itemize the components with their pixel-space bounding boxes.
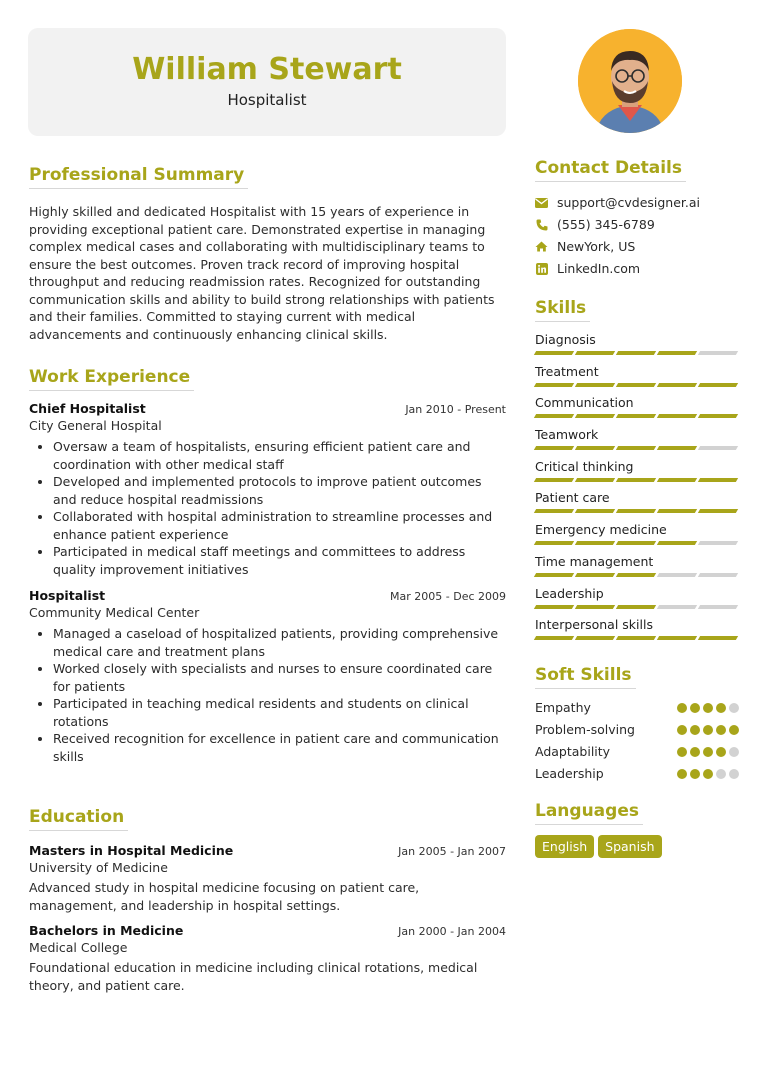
skill-level-segment <box>616 414 656 418</box>
summary-heading: Professional Summary <box>29 165 248 189</box>
skill-level-segment <box>616 351 656 355</box>
rating-dot <box>729 769 739 779</box>
skill-level-segment <box>616 446 656 450</box>
education-entry <box>29 843 506 914</box>
job-bullet: • Participated in teaching medical residents and students on clinical rotations <box>53 695 506 730</box>
education-school: University of Medicine <box>29 860 168 875</box>
rating-dot <box>677 703 687 713</box>
skill-level-segment <box>698 351 738 355</box>
skill-label: Interpersonal skills <box>535 617 653 633</box>
skill-level-segment <box>657 509 697 513</box>
soft-skill-label: Leadership <box>535 766 604 782</box>
home-icon <box>535 240 548 253</box>
job-bullet: • Received recognition for excellence in patient care and communication skills <box>53 730 506 765</box>
job-date: Mar 2005 - Dec 2009 <box>390 590 506 603</box>
soft-skill-label: Problem-solving <box>535 722 635 738</box>
job-bullets <box>53 625 506 765</box>
job-bullet: • Managed a caseload of hospitalized patients, providing comprehensive medical care and treatment plans <box>53 625 506 660</box>
skill-level-segment <box>575 351 615 355</box>
skill-item <box>535 586 739 618</box>
skill-item <box>535 332 739 364</box>
skill-level-segment <box>657 351 697 355</box>
skill-label: Communication <box>535 395 634 411</box>
skill-level-bar <box>535 509 739 513</box>
skill-level-bar <box>535 636 739 640</box>
education-date: Jan 2005 - Jan 2007 <box>398 845 506 858</box>
rating-dot <box>703 703 713 713</box>
soft-skill-rating <box>677 769 739 779</box>
skill-level-segment <box>575 573 615 577</box>
skill-level-segment <box>698 573 738 577</box>
skill-level-segment <box>575 383 615 387</box>
job-entry <box>29 401 506 578</box>
education-degree: Masters in Hospital Medicine <box>29 843 234 858</box>
skill-level-bar <box>535 351 739 355</box>
skill-label: Diagnosis <box>535 332 596 347</box>
skill-level-segment <box>616 478 656 482</box>
skill-label: Emergency medicine <box>535 522 667 538</box>
summary-text: Highly skilled and dedicated Hospitalist with 15 years of experience in providing exceptional patient care. Demonstrated expertise in managing complex medical cases and collaborating with multidisciplinary teams to ensure the best outcomes. Proven track record of improving hospital throughput and reducing readmission rates. Recognized for outstanding communication skills and ability to build strong relationships with patients and their families. Committed to staying current with medical advancements and continuously enhancing clinical skills. <box>29 204 495 342</box>
skill-item <box>535 490 739 522</box>
skill-level-segment <box>616 509 656 513</box>
header-card <box>28 28 506 136</box>
rating-dot <box>690 725 700 735</box>
phone-icon <box>535 218 548 231</box>
rating-dot <box>677 725 687 735</box>
skill-level-segment <box>657 414 697 418</box>
contact-email-text: support@cvdesigner.ai <box>557 195 701 210</box>
skill-level-segment <box>575 446 615 450</box>
skill-level-segment <box>534 573 574 577</box>
skill-level-segment <box>657 573 697 577</box>
skill-label: Critical thinking <box>535 458 634 474</box>
job-role: Hospitalist <box>29 588 106 603</box>
skill-level-segment <box>534 446 574 450</box>
education-degree: Bachelors in Medicine <box>29 923 184 938</box>
contact-heading: Contact Details <box>535 158 686 182</box>
skill-level-segment <box>534 541 574 545</box>
rating-dot <box>690 703 700 713</box>
skill-level-segment <box>534 636 574 640</box>
skill-label: Treatment <box>535 363 599 379</box>
skill-label: Patient care <box>535 490 610 506</box>
skill-level-segment <box>616 636 656 640</box>
job-bullet: • Developed and implemented protocols to improve patient outcomes and reduce hospital readmissions <box>53 473 506 508</box>
candidate-name: William Stewart <box>132 52 402 87</box>
skill-level-segment <box>534 509 574 513</box>
skill-level-segment <box>575 636 615 640</box>
education-entry <box>29 923 506 994</box>
skill-level-bar <box>535 573 739 577</box>
soft-skill-label: Adaptability <box>535 744 611 760</box>
skill-level-segment <box>616 605 656 609</box>
languages-list <box>535 835 739 858</box>
avatar-icon <box>578 29 682 133</box>
contact-phone-text: (555) 345-6789 <box>557 217 655 232</box>
linkedin-icon <box>535 262 548 275</box>
contact-linkedin-text: LinkedIn.com <box>557 261 641 276</box>
rating-dot <box>716 725 726 735</box>
contact-email[interactable] <box>535 195 739 210</box>
skill-item <box>535 395 739 427</box>
language-badge: Spanish <box>598 835 661 858</box>
skill-level-bar <box>535 605 739 609</box>
education-description: Foundational education in medicine including clinical rotations, medical theory, and patient care. <box>29 960 478 993</box>
skill-level-segment <box>657 478 697 482</box>
skill-level-segment <box>698 541 738 545</box>
rating-dot <box>690 769 700 779</box>
candidate-title: Hospitalist <box>227 91 307 109</box>
skill-level-segment <box>698 478 738 482</box>
rating-dot <box>716 703 726 713</box>
education-school: Medical College <box>29 940 128 955</box>
job-entry <box>29 588 506 765</box>
job-bullet: • Participated in medical staff meetings and committees to address quality improvement initiatives <box>53 543 506 578</box>
job-bullet: • Worked closely with specialists and nurses to ensure coordinated care for patients <box>53 660 506 695</box>
language-badge: English <box>535 835 594 858</box>
rating-dot <box>729 703 739 713</box>
skill-label: Leadership <box>535 585 604 601</box>
skill-level-segment <box>698 383 738 387</box>
soft-skill-rating <box>677 725 739 735</box>
job-org: Community Medical Center <box>29 605 200 620</box>
education-heading: Education <box>29 807 128 831</box>
rating-dot <box>716 747 726 757</box>
contact-phone[interactable] <box>535 217 739 232</box>
soft-skill-item <box>535 763 739 785</box>
skill-item <box>535 554 739 586</box>
skill-level-segment <box>534 605 574 609</box>
main-column <box>29 165 506 994</box>
skill-level-segment <box>698 414 738 418</box>
skill-level-segment <box>657 636 697 640</box>
soft-skill-rating <box>677 747 739 757</box>
skill-level-bar <box>535 478 739 482</box>
soft-skills-heading: Soft Skills <box>535 665 636 689</box>
rating-dot <box>677 747 687 757</box>
skill-level-segment <box>698 446 738 450</box>
education-date: Jan 2000 - Jan 2004 <box>398 925 506 938</box>
languages-heading: Languages <box>535 801 643 825</box>
experience-heading: Work Experience <box>29 367 194 391</box>
soft-skills-list <box>535 697 739 785</box>
skill-item <box>535 427 739 459</box>
skill-level-bar <box>535 541 739 545</box>
skill-level-segment <box>575 509 615 513</box>
job-org: City General Hospital <box>29 418 162 433</box>
skill-level-segment <box>616 383 656 387</box>
rating-dot <box>703 769 713 779</box>
avatar <box>578 29 682 133</box>
skill-label: Teamwork <box>535 427 599 443</box>
skill-level-segment <box>616 541 656 545</box>
skill-item <box>535 364 739 396</box>
skill-item <box>535 459 739 491</box>
skill-level-bar <box>535 383 739 387</box>
job-bullets <box>53 438 506 578</box>
soft-skill-item <box>535 719 739 741</box>
skill-level-segment <box>575 478 615 482</box>
skill-level-segment <box>698 636 738 640</box>
skill-level-segment <box>534 414 574 418</box>
skill-level-segment <box>534 383 574 387</box>
sidebar-column <box>535 158 739 858</box>
skill-level-segment <box>698 509 738 513</box>
job-role: Chief Hospitalist <box>29 401 146 416</box>
envelope-icon <box>535 196 548 209</box>
rating-dot <box>729 725 739 735</box>
soft-skill-item <box>535 741 739 763</box>
skill-item <box>535 522 739 554</box>
job-date: Jan 2010 - Present <box>405 403 506 416</box>
skill-level-segment <box>575 605 615 609</box>
contact-location-text: NewYork, US <box>557 239 636 254</box>
skill-level-segment <box>616 573 656 577</box>
contact-location <box>535 239 739 254</box>
education-description: Advanced study in hospital medicine focusing on patient care, management, and leadership in hospital settings. <box>29 880 420 913</box>
skill-level-segment <box>657 383 697 387</box>
rating-dot <box>690 747 700 757</box>
rating-dot <box>729 747 739 757</box>
soft-skill-rating <box>677 703 739 713</box>
skill-level-segment <box>534 351 574 355</box>
skill-label: Time management <box>535 553 654 569</box>
skill-level-segment <box>657 605 697 609</box>
skill-level-segment <box>575 541 615 545</box>
contact-linkedin[interactable] <box>535 261 739 276</box>
skills-list <box>535 332 739 649</box>
skill-level-segment <box>575 414 615 418</box>
job-bullet: • Oversaw a team of hospitalists, ensuring efficient patient care and coordination with other medical staff <box>53 438 506 473</box>
skills-heading: Skills <box>535 298 590 322</box>
skill-level-segment <box>698 605 738 609</box>
rating-dot <box>716 769 726 779</box>
skill-level-bar <box>535 446 739 450</box>
rating-dot <box>677 769 687 779</box>
soft-skill-item <box>535 697 739 719</box>
job-bullet: • Collaborated with hospital administration to streamline processes and enhance patient experience <box>53 508 506 543</box>
skill-level-bar <box>535 414 739 418</box>
skill-level-segment <box>657 446 697 450</box>
rating-dot <box>703 725 713 735</box>
skill-level-segment <box>534 478 574 482</box>
soft-skill-label: Empathy <box>535 700 591 716</box>
skill-level-segment <box>657 541 697 545</box>
skill-item <box>535 617 739 649</box>
rating-dot <box>703 747 713 757</box>
